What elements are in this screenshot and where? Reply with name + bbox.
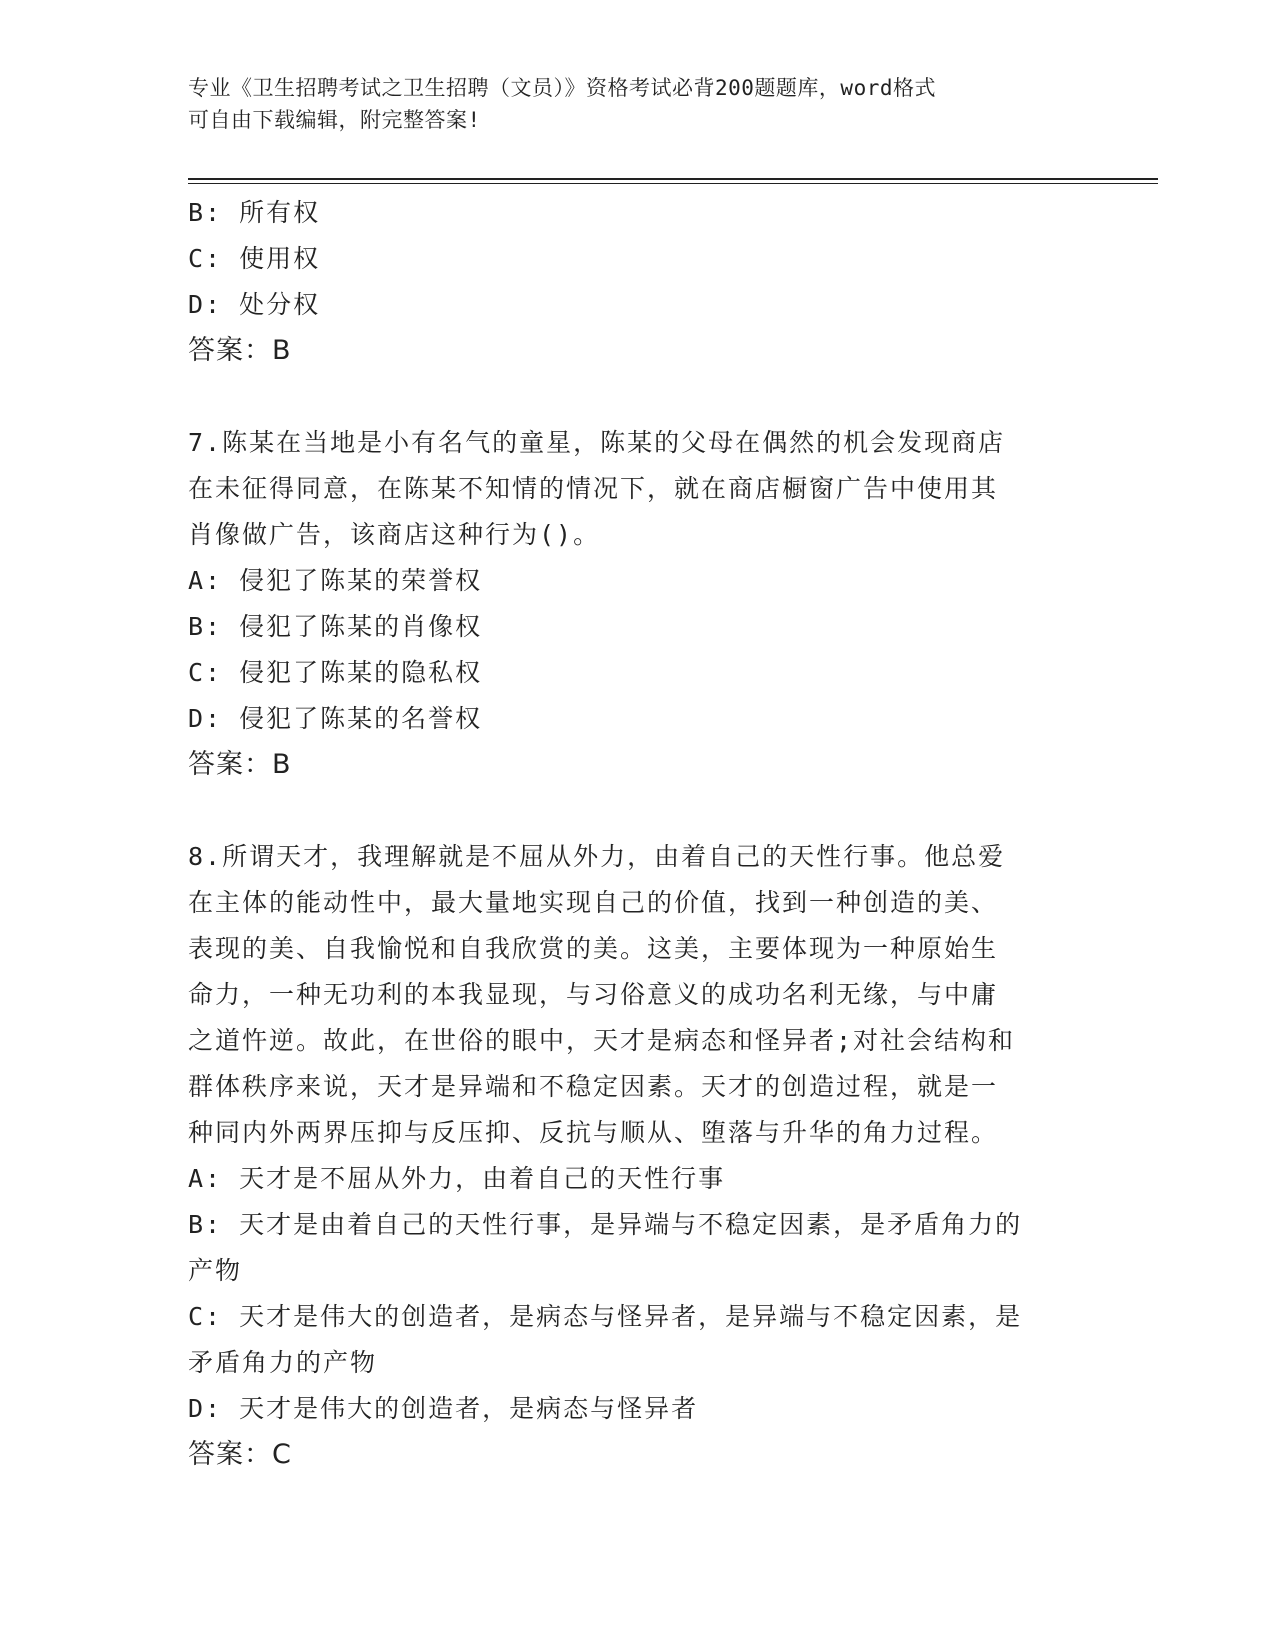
- question-stem-line: 群体秩序来说，天才是异端和不稳定因素。天才的创造过程，就是一: [188, 1072, 999, 1101]
- question-stem-line: 8.所谓天才，我理解就是不屈从外力，由着自己的天性行事。他总爱: [188, 842, 1006, 871]
- question-stem-line: 在主体的能动性中，最大量地实现自己的价值，找到一种创造的美、: [188, 888, 999, 917]
- document-body: [188, 190, 1088, 1478]
- option-c: C: 侵犯了陈某的隐私权: [188, 658, 483, 687]
- answer-line: 答案：C: [188, 1439, 292, 1470]
- question-stem-line: 命力，一种无功利的本我显现，与习俗意义的成功名利无缘，与中庸: [188, 980, 999, 1009]
- document-header: [188, 72, 1068, 136]
- header-title-line-2: 可自由下载编辑，附完整答案!: [188, 108, 481, 132]
- question-stem-line: 表现的美、自我愉悦和自我欣赏的美。这美，主要体现为一种原始生: [188, 934, 999, 963]
- option-c-continued: 矛盾角力的产物: [188, 1348, 378, 1377]
- option-c: C: 天才是伟大的创造者，是病态与怪异者，是异端与不稳定因素，是: [188, 1302, 1023, 1331]
- option-b: B: 侵犯了陈某的肖像权: [188, 612, 483, 641]
- option-d: D: 侵犯了陈某的名誉权: [188, 704, 483, 733]
- question-stem-line: 在未征得同意，在陈某不知情的情况下，就在商店橱窗广告中使用其: [188, 474, 999, 503]
- option-b: B: 天才是由着自己的天性行事，是异端与不稳定因素，是矛盾角力的: [188, 1210, 1023, 1239]
- header-divider-thick: [188, 178, 1158, 180]
- option-a: A: 天才是不屈从外力，由着自己的天性行事: [188, 1164, 726, 1193]
- option-c: C: 使用权: [188, 244, 321, 273]
- option-a: A: 侵犯了陈某的荣誉权: [188, 566, 483, 595]
- question-stem-line: 之道忤逆。故此，在世俗的眼中，天才是病态和怪异者;对社会结构和: [188, 1026, 1016, 1055]
- option-b: B: 所有权: [188, 198, 321, 227]
- question-7-block: [188, 420, 1088, 788]
- question-stem-line: 种同内外两界压抑与反压抑、反抗与顺从、堕落与升华的角力过程。: [188, 1118, 999, 1147]
- question-stem-line: 7.陈某在当地是小有名气的童星，陈某的父母在偶然的机会发现商店: [188, 428, 1006, 457]
- spacer: [188, 374, 1088, 420]
- option-b-continued: 产物: [188, 1256, 243, 1285]
- question-stem-line: 肖像做广告，该商店这种行为()。: [188, 520, 601, 549]
- prev-question-block: [188, 190, 1088, 374]
- answer-line: 答案：B: [188, 749, 292, 780]
- option-d: D: 处分权: [188, 290, 321, 319]
- spacer: [188, 788, 1088, 834]
- answer-line: 答案：B: [188, 335, 292, 366]
- question-8-block: [188, 834, 1088, 1478]
- header-title-line-1: 专业《卫生招聘考试之卫生招聘（文员）》资格考试必背200题题库，word格式: [188, 76, 936, 100]
- header-divider-thin: [188, 183, 1158, 184]
- option-d: D: 天才是伟大的创造者，是病态与怪异者: [188, 1394, 699, 1423]
